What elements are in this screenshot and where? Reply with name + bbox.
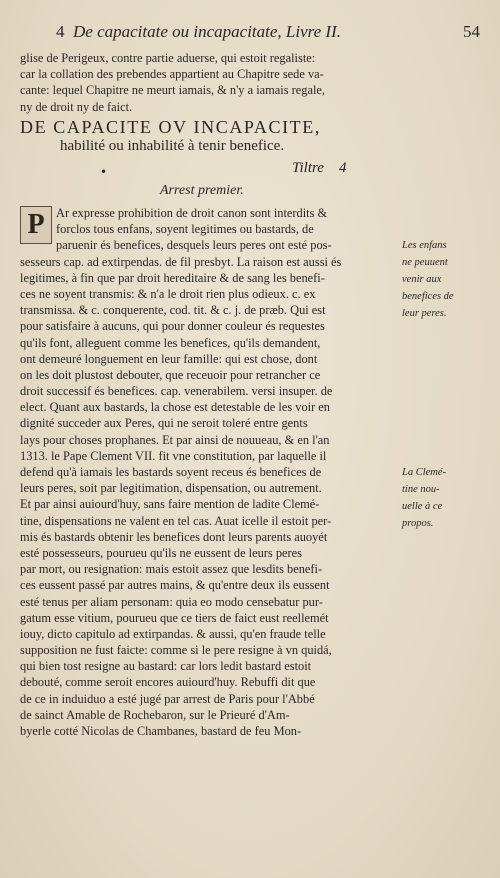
text-line: forclos tous enfans, soyent legitimes ou bastards, de bbox=[56, 222, 314, 237]
margin-note: propos. bbox=[402, 518, 434, 529]
text-line: droit successif és benefices. cap. venerabilem. versi insuper. de bbox=[20, 384, 333, 399]
text-line: de ce in induiduo a esté jugé par arrest de Paris pour l'Abbé bbox=[20, 691, 315, 706]
top-paragraph bbox=[20, 50, 404, 115]
titre-label bbox=[292, 160, 346, 177]
titre-label-text: Tiltre bbox=[292, 160, 324, 176]
text-line: qu'ils font, alleguent comme les benefices, qu'ils demandent, bbox=[20, 335, 321, 350]
text-line: Ar expresse prohibition de droit canon sont interdits & bbox=[56, 206, 328, 220]
text-line: qui bien tost resigne au bastard: car lors ledit bastard estoit bbox=[20, 659, 312, 674]
text-line: gatum esse vitium, pourueu que ce tiers de faict eust reellemét bbox=[20, 610, 329, 625]
margin-note: tine nou- bbox=[402, 484, 440, 495]
section-subtitle: habilité ou inhabilité à tenir benefice. bbox=[60, 138, 285, 154]
text-line: Et par ainsi auiourd'huy, sans faire mention de ladite Clemé- bbox=[20, 497, 320, 512]
text-line: supposition ne fust faicte: comme si le pere resigne à vn quidá, bbox=[20, 643, 332, 658]
margin-note: benefices de bbox=[402, 291, 454, 302]
page-number: 4 bbox=[56, 22, 65, 41]
text-line: on les doit plustost debouter, que receuoir pour retrancher ce bbox=[20, 367, 321, 382]
text-line: pour satisfaire à aucuns, qui pour donner couleur és requestes bbox=[20, 319, 325, 334]
text-line: ont demeuré longuement en leur famille: qui est chose, dont bbox=[20, 351, 318, 366]
arrest-heading: Arrest premier. bbox=[160, 183, 244, 198]
margin-note: leur peres. bbox=[402, 308, 447, 319]
text-line: defend qu'à iamais les bastards soyent receus és benefices de bbox=[20, 465, 322, 479]
text-line: mis és bastards obtenir les benefices dont leurs parents auoyét bbox=[20, 529, 328, 544]
text-line: esté possesseurs, pourueu qu'ils ne eussent de leurs peres bbox=[20, 545, 302, 560]
text-line: elect. Quant aux bastards, la chose est detestable de les voir en bbox=[20, 400, 330, 415]
text-line: car la collation des prebendes appartient au Chapitre sede va- bbox=[20, 67, 324, 82]
text-line: ny de droit ny de faict. bbox=[20, 99, 133, 114]
ornament-bullet: • bbox=[100, 165, 108, 179]
text-line: cante: lequel Chapitre ne meurt iamais, & n'y a iamais regale, bbox=[20, 83, 325, 98]
text-line: de sainct Amable de Rochebaron, sur le Prieuré d'Am- bbox=[20, 707, 290, 722]
folio-number: 54 bbox=[463, 22, 480, 41]
text-line: 1313. le Pape Clement VII. fit vne constitution, par laquelle il bbox=[20, 448, 327, 463]
body-paragraph bbox=[20, 205, 404, 739]
section-title: DE CAPACITE OV INCAPACITE, bbox=[20, 117, 321, 137]
running-title bbox=[56, 22, 341, 42]
text-line: tine, dispensations ne valent en tel cas. Auat icelle il estoit per- bbox=[20, 513, 332, 528]
margin-note: venir aux bbox=[402, 274, 442, 285]
running-header bbox=[56, 22, 480, 42]
text-line: legitimes, à fin que par droit hereditaire & de sang les benefi- bbox=[20, 270, 325, 285]
text-line: glise de Perigeux, contre partie aduerse, qui estoit regaliste: bbox=[20, 51, 316, 65]
text-line: esté tenus per aliam personam: quia eo modo censebatur pur- bbox=[20, 594, 323, 609]
text-line: iouy, dicto capitulo ad extirpandas. & aussi, qu'en fraude telle bbox=[20, 626, 326, 641]
text-line: debouté, comme seroit encores auiourd'huy. Rebuffi dit que bbox=[20, 675, 316, 690]
text-line: par mort, ou resignation: mais estoit assez que lesdits benefi- bbox=[20, 562, 323, 577]
margin-note: Les enfans bbox=[402, 240, 447, 251]
margin-note: uelle à ce bbox=[402, 501, 443, 512]
text-line: sesseurs cap. ad extirpendas. de fil presbyt. La raison est aussi és bbox=[20, 254, 342, 269]
text-line: lays pour choses prophanes. Et par ainsi de nouueau, & en l'an bbox=[20, 432, 330, 447]
text-line: ces ne soyent transmis: & n'a le droit rien plus odieux. c. ex bbox=[20, 286, 316, 301]
margin-note: ne peuuent bbox=[402, 257, 448, 268]
text-line: dignité succeder aux Peres, qui ne seroit toleré entre gents bbox=[20, 416, 308, 431]
decorated-initial-letter: P bbox=[27, 209, 45, 240]
text-line: leurs peres, soit par legitimation, dispensation, ou autrement. bbox=[20, 481, 322, 496]
text-line: byerle cotté Nicolas de Chambanes, bastard de feu Mon- bbox=[20, 724, 302, 738]
text-line: ces eussent passé par autres mains, & qu'entre deux ils eussent bbox=[20, 578, 330, 593]
text-line: paruenir és benefices, desquels leurs peres ont esté pos- bbox=[56, 238, 332, 253]
margin-note: La Clemé- bbox=[402, 467, 447, 478]
text-line: transmissa. & c. conquerente, cod. tit. & c. j. de præb. Qui est bbox=[20, 303, 326, 318]
running-title-text: De capacitate ou incapacitate, Livre II. bbox=[73, 22, 341, 41]
titre-number: 4 bbox=[338, 160, 347, 176]
